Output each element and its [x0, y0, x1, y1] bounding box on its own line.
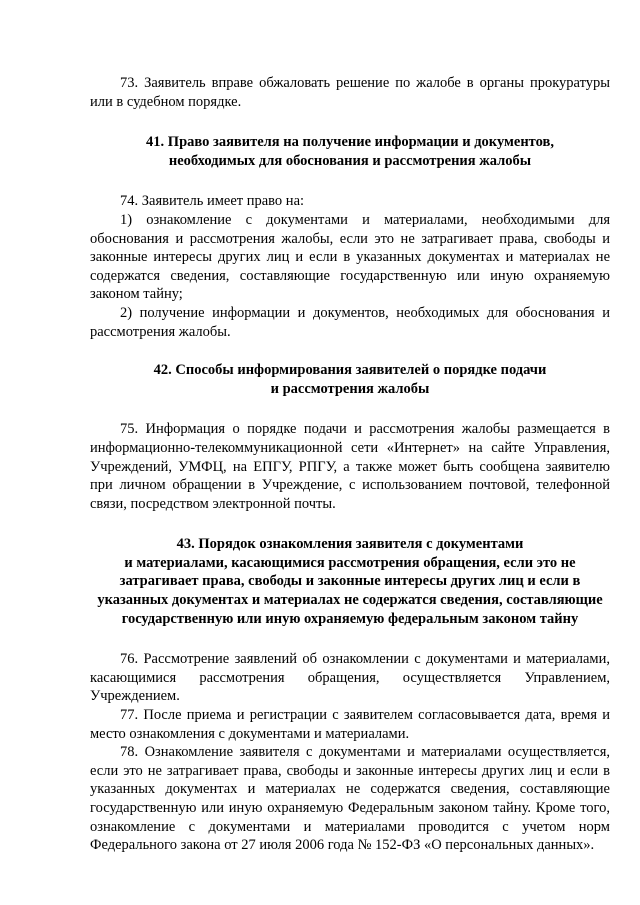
heading-42-line-2: и рассмотрения жалобы: [270, 380, 430, 397]
paragraph-76: 76. Рассмотрение заявлений об ознакомлении с документами и материалами, касающимися рассмотрения обращения, осуществляется Управлением, Учреждением.: [90, 651, 610, 705]
heading-43-line-2: и материалами, касающимися рассмотрения обращения, если это не: [124, 554, 576, 571]
heading-43-line-3: затрагивает права, свободы и законные интересы других лиц и если в: [119, 573, 581, 590]
heading-42: [90, 361, 610, 398]
paragraph-78: 78. Ознакомление заявителя с документами и материалами осуществляется, если это не затрагивает права, свободы и законные интересы других лиц и если в указанных документах и материалах не содержатся сведения, составляющие государственную или иную охраняемую Федеральным законом тайну. Кроме того, ознакомление с документами и материалами проводится с учетом норм Федерального закона от 27 июля 2006 года № 152-ФЗ «О персональных данных».: [90, 744, 610, 854]
heading-41-line-1: 41. Право заявителя на получение информации и документов,: [146, 134, 554, 151]
heading-43-line-5: государственную или иную охраняемую федеральным законом тайну: [121, 610, 579, 627]
heading-41-line-2: необходимых для обоснования и рассмотрения жалобы: [168, 152, 532, 169]
heading-43: [90, 535, 610, 628]
heading-42-line-1: 42. Способы информирования заявителей о порядке подачи: [153, 362, 547, 379]
heading-43-line-1: 43. Порядок ознакомления заявителя с документами: [176, 536, 524, 553]
paragraph-74: 74. Заявитель имеет право на:: [120, 193, 305, 210]
heading-41: [90, 133, 610, 170]
paragraph-77: 77. После приема и регистрации с заявителем согласовывается дата, время и место ознакомления с документами и материалами.: [90, 707, 610, 742]
heading-43-line-4: указанных документах и материалах не содержатся сведения, составляющие: [97, 592, 603, 609]
paragraph-74-item-1: 1) ознакомление с документами и материалами, необходимыми для обоснования и рассмотрения жалобы, если это не затрагивает права, свободы и законные интересы других лиц и если в указанных документах и материалах не содержатся сведения, составляющие государственную или иную охраняемую законом тайну;: [90, 211, 610, 303]
document-page: [90, 74, 610, 855]
paragraph-74-item-2: 2) получение информации и документов, необходимых для обоснования и рассмотрения жалобы.: [90, 304, 610, 340]
paragraph-75: 75. Информация о порядке подачи и рассмотрения жалобы размещается в информационно-телекоммуникационной сети «Интернет» на сайте Управления, Учреждений, УМФЦ, на ЕПГУ, РПГУ, а также может быть сообщена заявителю при личном обращении в Учреждение, с использованием почтовой, телефонной связи, посредством электронной почты.: [90, 421, 610, 512]
paragraph-73: 73. Заявитель вправе обжаловать решение по жалобе в органы прокуратуры или в судебном порядке.: [90, 75, 610, 110]
